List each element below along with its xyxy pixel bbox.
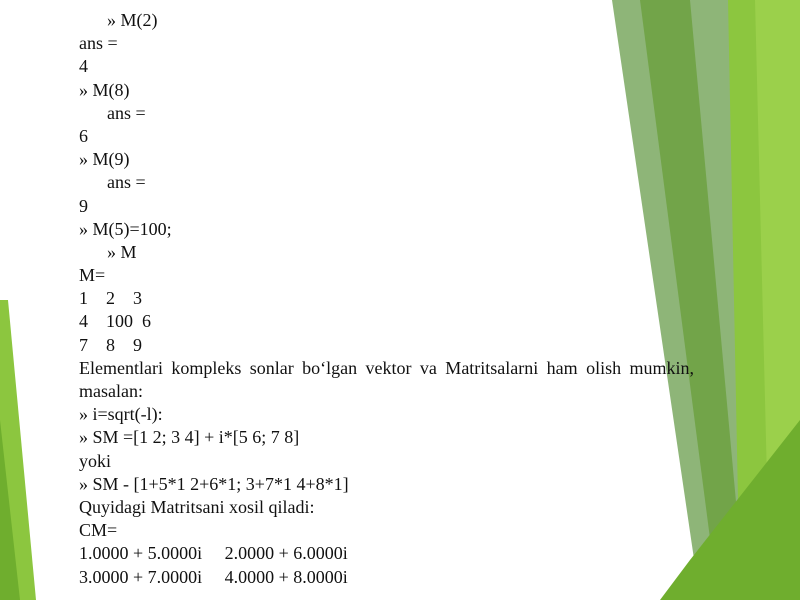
command-line: » i=sqrt(-l): bbox=[79, 404, 163, 425]
command-line: » M(8) bbox=[79, 79, 130, 100]
matrix-row: 3.0000 + 7.0000i 4.0000 + 8.0000i bbox=[79, 566, 348, 587]
matrix-row: 7 8 9 bbox=[79, 334, 142, 355]
output-label: ans = bbox=[107, 172, 146, 193]
command-line: » SM =[1 2; 3 4] + i*[5 6; 7 8] bbox=[79, 427, 300, 448]
output-label: ans = bbox=[107, 102, 146, 123]
matrix-label: CM= bbox=[79, 520, 118, 541]
command-line: » M(9) bbox=[79, 149, 130, 170]
command-line: » M(2) bbox=[107, 10, 158, 30]
output-label: ans = bbox=[79, 33, 118, 54]
command-line: » M(5)=100; bbox=[79, 218, 172, 239]
matrix-row: 1 2 3 bbox=[79, 288, 142, 309]
output-value: 9 bbox=[79, 195, 88, 216]
output-value: 6 bbox=[79, 125, 88, 146]
command-line: » M bbox=[107, 241, 137, 262]
matrix-label: M= bbox=[79, 265, 106, 286]
command-line: » SM - [1+5*1 2+6*1; 3+7*1 4+8*1] bbox=[79, 473, 349, 494]
output-value: 4 bbox=[79, 56, 88, 77]
explanation-paragraph: Elementlari kompleks sonlar bo‘lgan vektor va Matritsalarni ham olish mumkin, masalan: bbox=[79, 357, 694, 402]
text-line: yoki bbox=[79, 450, 112, 471]
slide-content bbox=[79, 9, 694, 589]
matrix-row: 1.0000 + 5.0000i 2.0000 + 6.0000i bbox=[79, 543, 348, 564]
matrix-row: 4 100 6 bbox=[79, 311, 151, 332]
text-line: Quyidagi Matritsani xosil qiladi: bbox=[79, 496, 315, 517]
